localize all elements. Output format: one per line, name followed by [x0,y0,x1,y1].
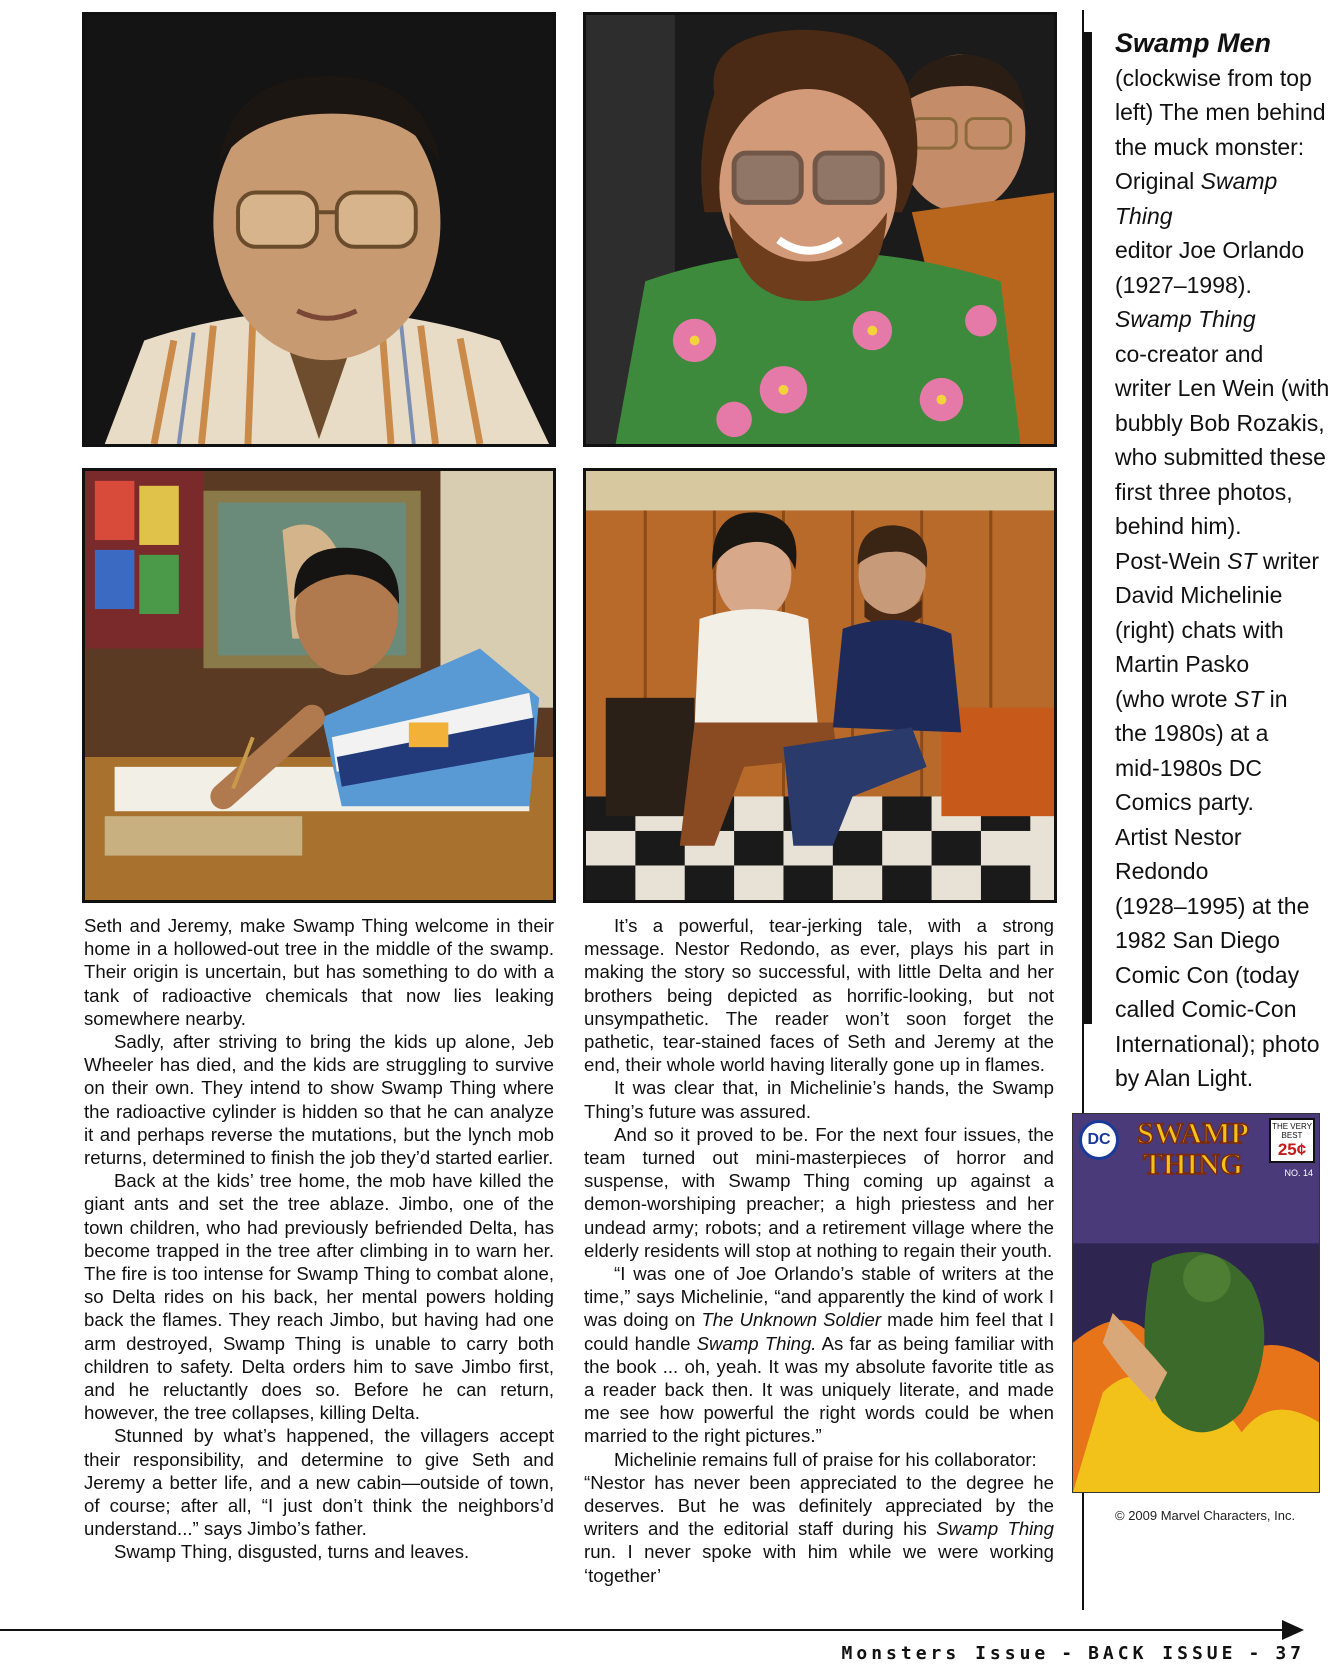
paragraph: Stunned by what’s happened, the villagers accept their responsibility, and determine to give Seth and Jeremy a better life, and a new cabin—outside of town, of course; after all, “I just don’t think the neighbors’d understand...” says Jimbo’s father. [84,1425,554,1540]
page-footer: Monsters Issue - BACK ISSUE - 37 [841,1643,1305,1664]
paragraph: And so it proved to be. For the next four issues, the team turned out mini-masterpieces of horror and suspense, with Swamp Thing coming up against a demon-worshiping preacher; a high priestess and her undead army; robots; and a retirement village where the elderly residents will stop at nothing to regain their youth. [584,1123,1054,1261]
caption-title: Swamp Men [1115,28,1272,58]
paragraph: Sadly, after striving to bring the kids up alone, Jeb Wheeler has died, and the kids are struggling to survive on their own. They intend to show Swamp Thing where the radioactive cylinder is hidden so that he can analyze it and perhaps reverse the mutations, but the lynch mob returns, determined to finish the job they’d started earlier. [84,1031,554,1169]
article-column-1 [84,914,554,1564]
swamp-thing-cover [1072,1113,1320,1493]
page-number: 37 [1275,1643,1305,1664]
photo-nestor-redondo [82,468,556,903]
arrow-right-icon [1282,1620,1304,1640]
copyright-notice: © 2009 Marvel Characters, Inc. [1115,1508,1296,1523]
article-column-2 [584,914,1054,1587]
paragraph: Seth and Jeremy, make Swamp Thing welcome in their home in a hollowed-out tree in the middle of the swamp. Their origin is uncertain, but has something to do with a tank of radioactive chemicals that now lies leaking somewhere nearby. [84,915,554,1029]
paragraph: It was clear that, in Michelinie’s hands, the Swamp Thing’s future was assured. [584,1077,1054,1122]
photo-caption: Swamp Men (clockwise from top left) The men behind the muck monster: Original Swamp Thing editor Joe Orlando (1927–1998). Swamp Thing co-creator and writer Len Wein (with bubbly Bob Rozakis, who submitted these first three photos, behind him). Post-Wein ST writer David Michelinie (right) chats with Martin Pasko (who wrote ST in the 1980s) at a mid-1980s DC Comics party. Artist Nestor Redondo (1928–1995) at the 1982 San Diego Comic Con (today called Comic-Con International); photo by Alan Light. [1115,26,1337,1096]
cover-price-box: THE VERY BEST 25¢ [1269,1118,1315,1163]
paragraph: It’s a powerful, tear-jerking tale, with a strong message. Nestor Redondo, as ever, plays his part in making the story so successful, with little Delta and her brothers being depicted as horrific-looking, but not unsympathetic. The reader won’t soon forget the pathetic, tear-stained faces of Seth and Jeremy at the end, their whole world having literally gone up in flames. [584,915,1054,1076]
caption-accent-bar [1084,32,1092,1024]
italic-title: The Unknown Soldier [701,1309,882,1331]
italic-title: Swamp Thing. [696,1332,817,1354]
footer-magazine: BACK ISSUE [1088,1643,1237,1664]
footer-issue-name: Monsters Issue [841,1643,1050,1664]
portrait-illustration [85,471,553,900]
portrait-illustration [586,471,1054,900]
photo-len-wein [583,12,1057,447]
paragraph: Back at the kids’ tree home, the mob have killed the giant ants and set the tree ablaze. Jimbo, one of the town children, who had previously befriended Delta, has become trapped in the tree after climbing in to warn her. The fire is too intense for Swamp Thing to combat alone, so Delta rides on his back, her mental powers holding back the flames. They reach Jimbo, but having had one arm destroyed, Swamp Thing is unable to carry both children to safety. Delta orders him to save Jimbo first, and he reluctantly does so. Before he can return, however, the tree collapses, killing Delta. [84,1170,554,1424]
paragraph: Michelinie remains full of praise for his collaborator: [614,1448,1037,1470]
cover-title: SWAMP THING [1137,1117,1249,1181]
cover-issue: NO. 14 [1284,1168,1313,1178]
paragraph-quote: “Nestor has never been appreciated to the degree he deserves. But he was definitely appreciated by the writers and the editorial staff during his Swamp Thing run. I never spoke with him while we were working ‘together’ [584,1471,1054,1586]
photo-joe-orlando [82,12,556,447]
photo-michelinie-pasko [583,468,1057,903]
paragraph: Swamp Thing, disgusted, turns and leaves. [114,1541,470,1563]
portrait-illustration [586,15,1054,444]
cover-badge: DC [1079,1120,1119,1160]
italic-title: Swamp Thing [936,1518,1054,1540]
portrait-illustration [85,15,553,444]
footer-rule [0,1629,1290,1631]
paragraph-quote: “I was one of Joe Orlando’s stable of writers at the time,” says Michelinie, “and apparently the kind of work I was doing on The Unknown Soldier made him feel that I could handle Swamp Thing. As far as being familiar with the book ... oh, yeah. It was my absolute favorite title as a reader back then. It was uniquely literate, and made me see how powerful the right words could be when married to the right pictures.” [584,1263,1054,1447]
